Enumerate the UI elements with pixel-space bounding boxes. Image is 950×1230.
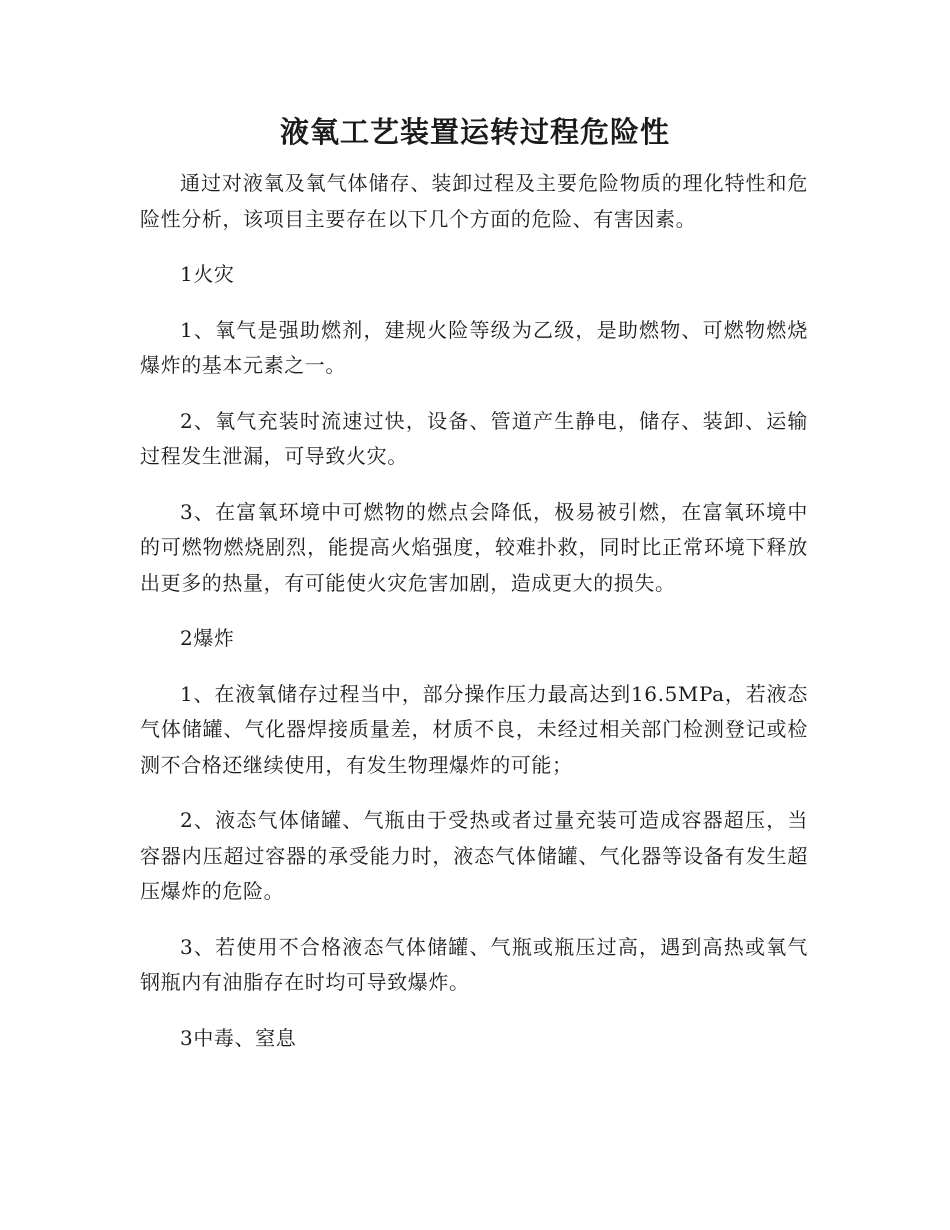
- fire-item-3: 3、在富氧环境中可燃物的燃点会降低，极易被引燃，在富氧环境中的可燃物燃烧剧烈，能提高火焰强度，较难扑救，同时比正常环境下释放出更多的热量，有可能使火灾危害加剧，造成更大的损失。: [140, 499, 808, 595]
- fire-item-1: 1、氧气是强助燃剂，建规火险等级为乙级，是助燃物、可燃物燃烧爆炸的基本元素之一。: [140, 317, 808, 377]
- document-body: [140, 166, 808, 1076]
- section-heading-fire: 1火灾: [180, 262, 235, 286]
- fire-item-2: 2、氧气充装时流速过快，设备、管道产生静电，储存、装卸、运输过程发生泄漏，可导致火灾。: [140, 408, 808, 468]
- explosion-item-3: 3、若使用不合格液态气体储罐、气瓶或瓶压过高，遇到高热或氧气钢瓶内有油脂存在时均可导致爆炸。: [140, 934, 808, 994]
- explosion-item-1: 1、在液氧储存过程当中，部分操作压力最高达到16.5MPa，若液态气体储罐、气化器焊接质量差，材质不良，未经过相关部门检测登记或检测不合格还继续使用，有发生物理爆炸的可能；: [140, 681, 808, 777]
- intro-paragraph: 通过对液氧及氧气体储存、装卸过程及主要危险物质的理化特性和危险性分析，该项目主要存在以下几个方面的危险、有害因素。: [140, 171, 808, 231]
- section-heading-poisoning: 3中毒、窒息: [180, 1025, 297, 1050]
- explosion-item-2: 2、液态气体储罐、气瓶由于受热或者过量充装可造成容器超压，当容器内压超过容器的承受能力时，液态气体储罐、气化器等设备有发生超压爆炸的危险。: [140, 808, 808, 903]
- section-heading-explosion: 2爆炸: [180, 626, 235, 650]
- page-title: 液氧工艺装置运转过程危险性: [279, 115, 670, 149]
